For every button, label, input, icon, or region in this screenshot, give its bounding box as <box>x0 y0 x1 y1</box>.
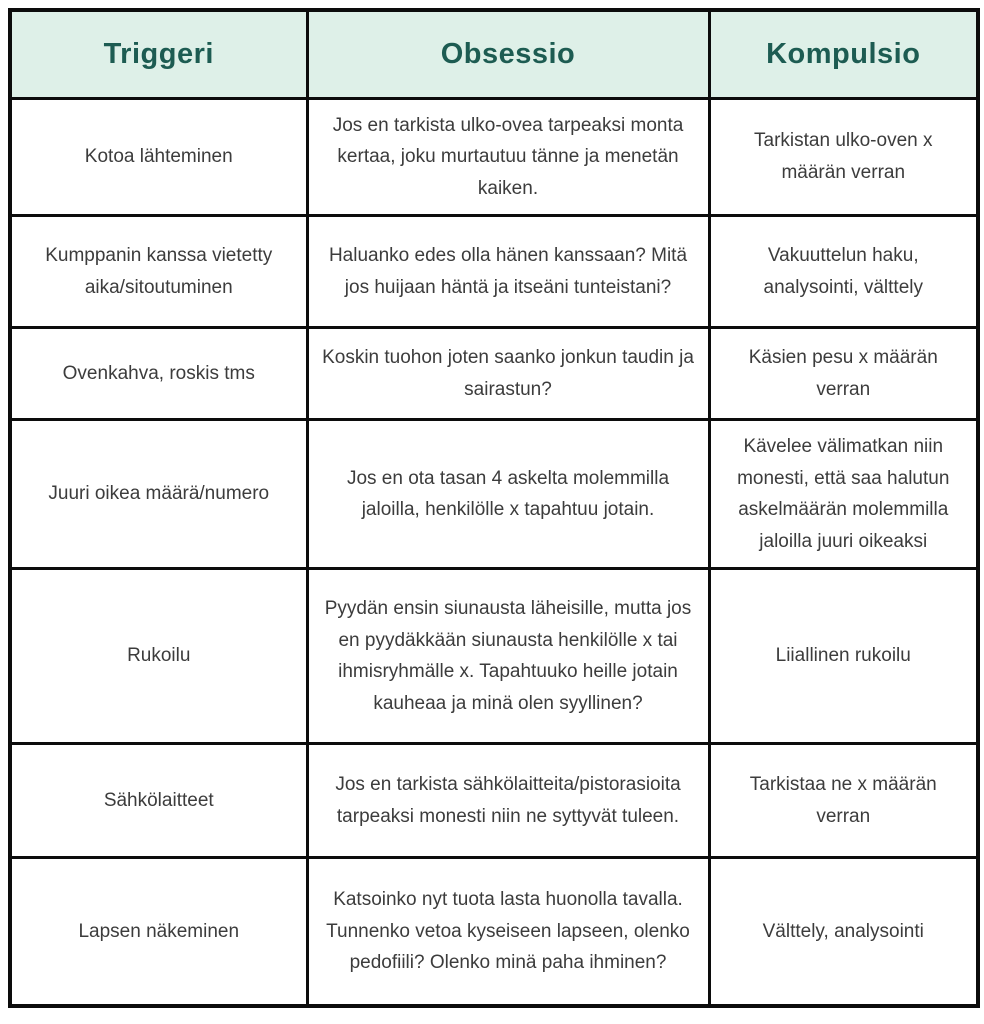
obsession-cell: Koskin tuohon joten saanko jonkun taudin ja sairastun? <box>307 328 709 420</box>
column-header-obsession: Obsessio <box>307 10 709 98</box>
compulsion-cell: Kävelee välimatkan niin monesti, että saa halutun askelmäärän molemmilla jaloilla juuri oikeaksi <box>709 420 978 569</box>
column-header-trigger: Triggeri <box>10 10 307 98</box>
table-row <box>10 328 978 420</box>
trigger-cell: Lapsen näkeminen <box>10 858 307 1006</box>
compulsion-cell: Käsien pesu x määrän verran <box>709 328 978 420</box>
header-row <box>10 10 978 98</box>
compulsion-cell: Tarkistaa ne x määrän verran <box>709 744 978 858</box>
trigger-cell: Juuri oikea määrä/numero <box>10 420 307 569</box>
trigger-cell: Kotoa lähteminen <box>10 98 307 216</box>
table-row <box>10 216 978 328</box>
obsession-cell: Katsoinko nyt tuota lasta huonolla tavalla. Tunnenko vetoa kyseiseen lapseen, olenko pedofiili? Olenko minä paha ihminen? <box>307 858 709 1006</box>
obsession-cell: Jos en tarkista sähkölaitteita/pistorasioita tarpeaksi monesti niin ne syttyvät tuleen. <box>307 744 709 858</box>
table-row <box>10 420 978 569</box>
compulsion-cell: Välttely, analysointi <box>709 858 978 1006</box>
ocd-trigger-obsession-compulsion-table <box>8 8 980 1008</box>
compulsion-cell: Liiallinen rukoilu <box>709 569 978 744</box>
obsession-cell: Haluanko edes olla hänen kanssaan? Mitä jos huijaan häntä ja itseäni tunteistani? <box>307 216 709 328</box>
obsession-cell: Jos en ota tasan 4 askelta molemmilla jaloilla, henkilölle x tapahtuu jotain. <box>307 420 709 569</box>
column-header-compulsion: Kompulsio <box>709 10 978 98</box>
table-row <box>10 98 978 216</box>
trigger-cell: Rukoilu <box>10 569 307 744</box>
compulsion-cell: Vakuuttelun haku, analysointi, välttely <box>709 216 978 328</box>
table-row <box>10 569 978 744</box>
obsession-cell: Pyydän ensin siunausta läheisille, mutta jos en pyydäkkään siunausta henkilölle x tai ihmisryhmälle x. Tapahtuuko heille jotain kauheaa ja minä olen syyllinen? <box>307 569 709 744</box>
trigger-cell: Kumppanin kanssa vietetty aika/sitoutuminen <box>10 216 307 328</box>
table-row <box>10 744 978 858</box>
trigger-cell: Ovenkahva, roskis tms <box>10 328 307 420</box>
table-row <box>10 858 978 1006</box>
trigger-cell: Sähkölaitteet <box>10 744 307 858</box>
obsession-cell: Jos en tarkista ulko-ovea tarpeaksi monta kertaa, joku murtautuu tänne ja menetän kaiken. <box>307 98 709 216</box>
compulsion-cell: Tarkistan ulko-oven x määrän verran <box>709 98 978 216</box>
